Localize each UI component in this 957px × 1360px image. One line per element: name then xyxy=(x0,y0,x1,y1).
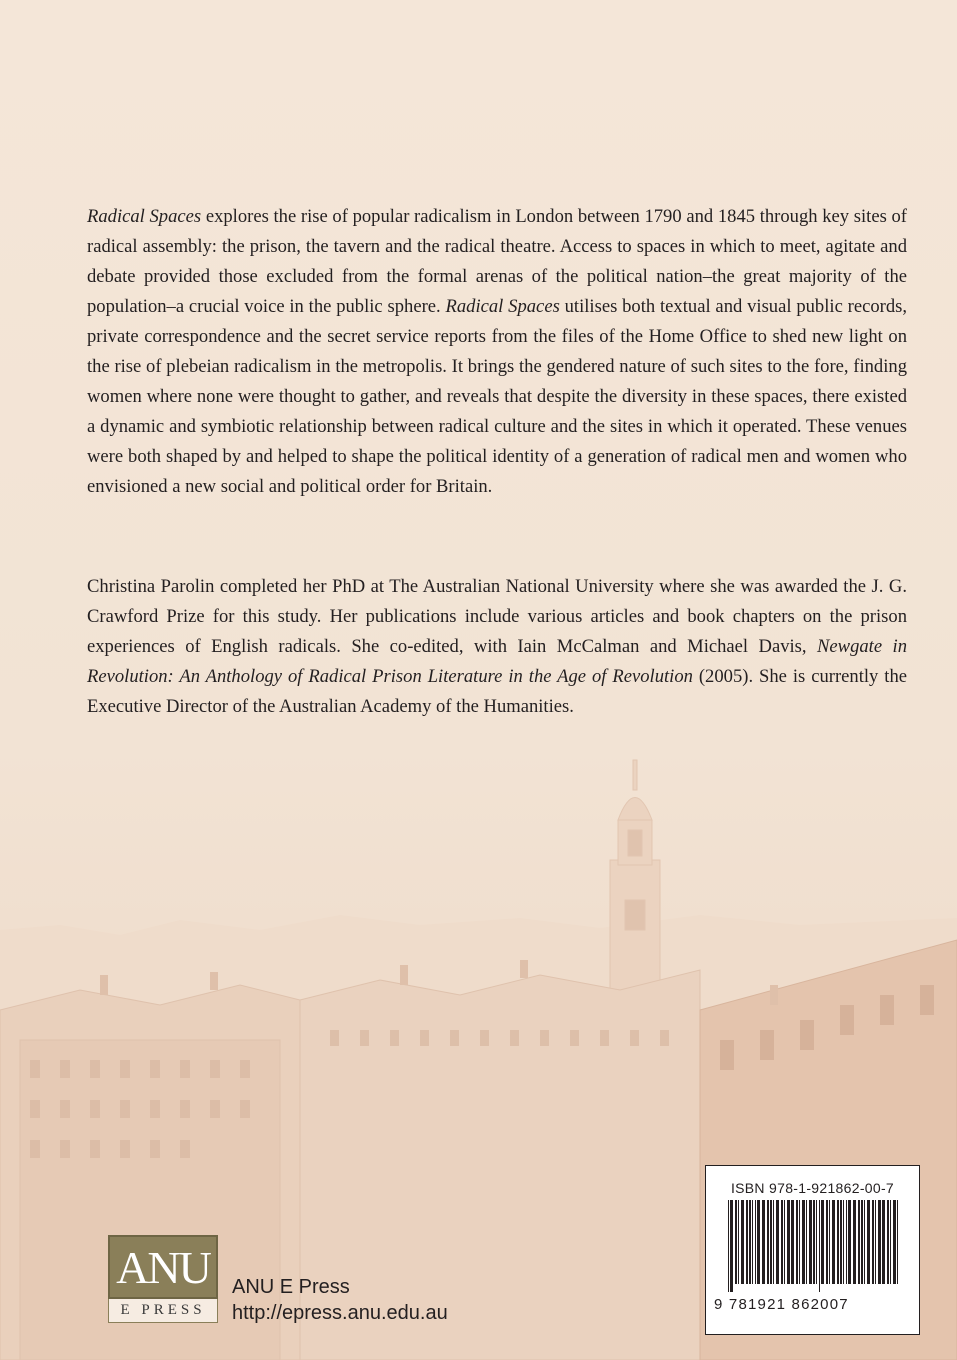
barcode-bar xyxy=(752,1200,753,1284)
book-title-italic: Radical Spaces xyxy=(87,206,202,227)
barcode-bar xyxy=(826,1200,828,1284)
barcode-bar xyxy=(882,1200,885,1284)
barcode-bar xyxy=(872,1200,874,1284)
barcode-bar xyxy=(781,1200,783,1284)
barcode-bar xyxy=(762,1200,765,1284)
bio-part-2: (2005). She is currently the Executive Director of the Australian Academy of the Humanities. xyxy=(87,666,907,717)
barcode-bar xyxy=(829,1200,830,1284)
book-title-italic-2: Radical Spaces xyxy=(445,296,560,317)
barcode-bar xyxy=(887,1200,889,1284)
barcode-bar xyxy=(749,1200,751,1284)
logo-epress-text: E PRESS xyxy=(108,1299,218,1323)
barcode-bar xyxy=(802,1200,805,1284)
anthology-title-italic: Newgate in Revolution: An Anthology of Radical Prison Literature in the Age of Revolution xyxy=(87,636,907,687)
author-bio xyxy=(87,572,907,722)
barcode-bar xyxy=(837,1200,839,1284)
barcode-bar xyxy=(791,1200,794,1284)
description-part-1: explores the rise of popular radicalism in London between 1790 and 1845 through key sites of radical assembly: the prison, the tavern and the radical theatre. Access to spaces in which to meet, agitate and debate provided those excluded from the formal arenas of the political nation–the great majority of the population–a crucial voice in the public sphere. xyxy=(87,206,907,317)
barcode-bar xyxy=(728,1200,729,1292)
barcode-bar xyxy=(767,1200,769,1284)
barcode-bar xyxy=(799,1200,800,1284)
barcode-bar xyxy=(776,1200,779,1284)
barcode-bar xyxy=(878,1200,881,1284)
barcode-bar xyxy=(858,1200,860,1284)
bio-part-1: Christina Parolin completed her PhD at The Australian National University where she was awarded the J. G. Crawford Prize for this study. Her publications include various articles and book chapters on the prison experiences of English radicals. She co-edited, with Iain McCalman and Michael Davis, xyxy=(87,576,907,657)
barcode-bar xyxy=(796,1200,798,1284)
barcode-bar xyxy=(787,1200,790,1284)
isbn-digits: 9 781921 862007 xyxy=(714,1296,849,1313)
barcode-bar xyxy=(890,1200,891,1284)
barcode-bar xyxy=(809,1200,812,1284)
barcode-bar xyxy=(741,1200,744,1284)
barcode-bar xyxy=(784,1200,785,1284)
barcode-bar xyxy=(770,1200,772,1284)
isbn-barcode-box xyxy=(705,1165,920,1335)
barcode-bar xyxy=(755,1200,756,1284)
barcode-bar xyxy=(848,1200,851,1284)
barcode-bar xyxy=(821,1200,824,1284)
barcode-bar xyxy=(757,1200,760,1284)
barcode-bar xyxy=(816,1200,817,1284)
barcode-bar xyxy=(735,1200,737,1284)
anu-epress-logo xyxy=(108,1235,218,1323)
barcode-bar xyxy=(738,1200,739,1284)
barcode-bar xyxy=(853,1200,856,1284)
barcode-bar xyxy=(897,1200,898,1284)
publisher-info xyxy=(232,1274,448,1326)
barcode-bar xyxy=(840,1200,842,1284)
barcode-bar xyxy=(875,1200,876,1284)
publisher-url: http://epress.anu.edu.au xyxy=(232,1302,448,1324)
barcode-bar xyxy=(843,1200,844,1284)
barcode-bar xyxy=(806,1200,807,1284)
barcode-bar xyxy=(730,1200,733,1292)
publisher-name: ANU E Press xyxy=(232,1276,350,1298)
barcode-bar xyxy=(846,1200,847,1284)
barcode-bar xyxy=(893,1200,896,1284)
barcode-bar xyxy=(746,1200,748,1284)
barcode-bar xyxy=(864,1200,865,1284)
barcode-bar xyxy=(773,1200,774,1284)
isbn-label: ISBN 978-1-921862-00-7 xyxy=(730,1180,895,1196)
barcode-bar xyxy=(867,1200,870,1284)
book-description xyxy=(87,202,907,502)
logo-anu-text: ANU xyxy=(108,1235,218,1299)
barcode-icon xyxy=(726,1200,901,1292)
barcode-bar xyxy=(861,1200,863,1284)
barcode-bar xyxy=(813,1200,815,1284)
description-part-2: utilises both textual and visual public records, private correspondence and the secret service reports from the files of the Home Office to shed new light on the rise of plebeian radicalism in the metropolis. It brings the gendered nature of such sites to the fore, finding women where none were thought to gather, and reveals that despite the diversity in these spaces, there existed a dynamic and symbiotic relationship between radical culture and the sites in which it operated. These venues were both shaped by and helped to shape the political identity of a generation of radical men and women who envisioned a new social and political order for Britain. xyxy=(87,296,908,497)
barcode-bar xyxy=(832,1200,835,1284)
barcode-bar xyxy=(819,1200,820,1292)
